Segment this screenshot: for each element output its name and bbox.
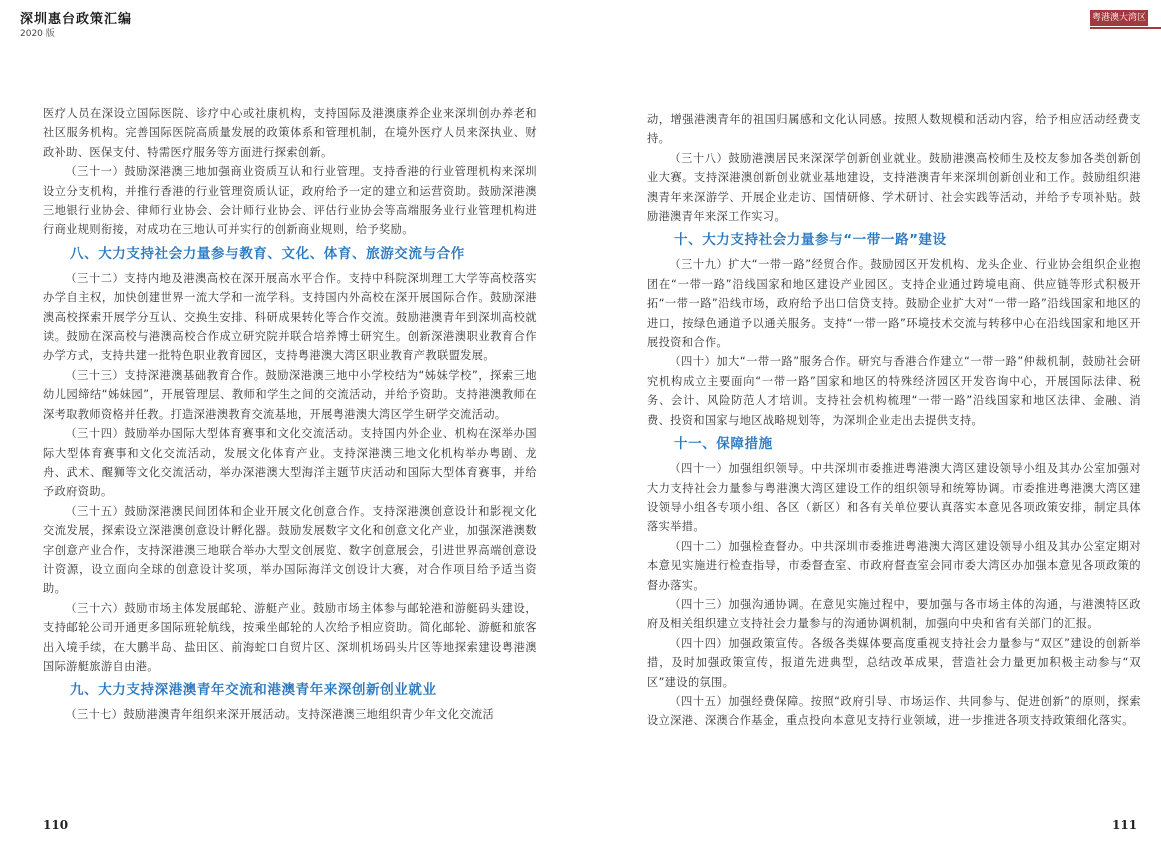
body-paragraph: （四十一）加强组织领导。中共深圳市委推进粤港澳大湾区建设领导小组及其办公室加强对大力支持社会力量参与粤港澳大湾区建设工作的组织领导和统筹协调。市委推进粤港澳大湾区建设领导小组各专项小组、各区（新区）和各有关单位要认真落实本意见各项政策安排，制定具体落实举措。 [647,462,1141,534]
body-paragraph: （三十六）鼓励市场主体发展邮轮、游艇产业。鼓励市场主体参与邮轮港和游艇码头建设，支持邮轮公司开通更多国际班轮航线，按乘坐邮轮的人次给予相应资助。简化邮轮、游艇和旅客出入境手续，在大鹏半岛、盐田区、前海蛇口自贸片区、深圳机场码头片区等地探索建设粤港澳国际游艇旅游自由港。 [43,601,537,673]
left-page-column [43,104,537,725]
body-paragraph: 医疗人员在深设立国际医院、诊疗中心或社康机构，支持国际及港澳康养企业来深圳创办养老和社区服务机构。完善国际医院高质量发展的政策体系和管理机制，在境外医疗人员来深执业、财政补助、医保支付、特需医疗服务等方面进行探索创新。 [43,107,537,159]
body-paragraph: （三十七）鼓励港澳青年组织来深开展活动。支持深港澳三地组织青少年文化交流活 [65,708,495,722]
section-tag: 粤港澳大湾区 [1090,10,1148,26]
section-heading: 八、大力支持社会力量参与教育、文化、体育、旅游交流与合作 [70,245,465,262]
section-heading: 十一、保障措施 [674,436,773,453]
body-paragraph: （三十九）扩大“一带一路”经贸合作。鼓励园区开发机构、龙头企业、行业协会组织企业抱团在“一带一路”沿线国家和地区建设产业园区。支持企业通过跨境电商、供应链等形式积极开拓“一带一路”沿线市场，政府给予出口信贷支持。鼓励企业扩大对“一带一路”沿线国家和地区的进口，按绿色通道予以通关服务。支持“一带一路”环境技术交流与转移中心在沿线国家和地区开展投资和合作。 [647,258,1141,350]
book-edition: 2020 版 [20,29,55,39]
body-paragraph: （四十三）加强沟通协调。在意见实施过程中，要加强与各市场主体的沟通，与港澳特区政府及相关组织建立支持社会力量参与的沟通协调机制，加强向中央和省有关部门的汇报。 [647,597,1141,631]
body-paragraph: （三十一）鼓励深港澳三地加强商业资质互认和行业管理。支持香港的行业管理机构来深圳设立分支机构，并推行香港的行业管理资质认证，政府给予一定的建立和运营资助。鼓励深港澳三地银行业协会、律师行业协会、会计师行业协会、评估行业协会等高端服务业行业管理机构进行商业规则衔接，对成功在三地认可并实行的创新商业规则，给予奖励。 [43,165,537,237]
body-paragraph: 动，增强港澳青年的祖国归属感和文化认同感。按照人数规模和活动内容，给予相应活动经费支持。 [647,113,1141,146]
body-paragraph: （三十八）鼓励港澳居民来深深学创新创业就业。鼓励港澳高校师生及校友参加各类创新创业大赛。支持深港澳创新创业就业基地建设，支持港澳青年来深圳创新创业和工作。鼓励组织港澳青年来深游学、开展企业走访、国情研修、学术研讨、社会实践等活动，并给予专项补贴。鼓励港澳青年来深工作实习。 [647,151,1141,224]
body-paragraph: （四十四）加强政策宣传。各级各类媒体要高度重视支持社会力量参与“双区”建设的创新举措，及时加强政策宣传，报道先进典型，总结改革成果，营造社会力量更加积极主动参与“双区”建设的氛围。 [647,636,1141,689]
section-heading: 十、大力支持社会力量参与“一带一路”建设 [674,232,947,249]
body-paragraph: （三十五）鼓励深港澳民间团体和企业开展文化创意合作。支持深港澳创意设计和影视文化交流发展，探索设立深港澳创意设计孵化器。鼓励发展数字文化和创意文化产业，加强深港澳数字创意产业合作，支持深港澳三地联合举办大型文创展览、数字创意展会，引进世界高端创意设计资源，设立面向全球的创意设计奖项，举办国际海洋文创设计大赛，对合作项目给予适当资助。 [43,504,537,596]
body-paragraph: （四十）加大“一带一路”服务合作。研究与香港合作建立“一带一路”仲裁机制，鼓励社会研究机构成立主要面向“一带一路”国家和地区的特殊经济园区开发咨询中心，开展国际法律、税务、会计、风险防范人才培训。支持社会机构梳理“一带一路”沿线国家和地区法律、金融、消费、投资和国家与地区战略规划等，为深圳企业走出去提供支持。 [647,355,1141,427]
body-paragraph: （三十三）支持深港澳基础教育合作。鼓励深港澳三地中小学校结为“姊妹学校”，探索三地幼儿园缔结“姊妹园”，开展管理层、教师和学生之间的交流活动，并给予资助。支持港澳教师在深考取教师资格并任教。打造深港澳教育交流基地，开展粤港澳大湾区学生研学交流活动。 [43,368,537,421]
page-number-left: 110 [43,818,69,832]
page-number-right: 111 [1112,818,1138,832]
section-heading: 九、大力支持深港澳青年交流和港澳青年来深创新创业就业 [70,682,437,699]
body-paragraph: （三十二）支持内地及港澳高校在深开展高水平合作。支持中科院深圳理工大学等高校落实办学自主权，加快创建世界一流大学和一流学科。支持国内外高校在深开展国际合作。鼓励深港澳高校探索开展学分互认、交换生安排、科研成果转化等合作交流。鼓励港澳青年到深圳高校就读。鼓励在深高校与港澳高校合作成立研究院并联合培养博士研究生。创新深港澳职业教育合作办学方式，支持共建一批特色职业教育园区，支持粤港澳大湾区职业教育产教联盟发展。 [43,271,537,363]
body-paragraph: （四十二）加强检查督办。中共深圳市委推进粤港澳大湾区建设领导小组及其办公室定期对本意见实施进行检查指导，市委督查室、市政府督查室会同市委大湾区办加强本意见各项政策的督办落实。 [647,539,1141,592]
book-title: 深圳惠台政策汇编 [20,12,133,27]
body-paragraph: （三十四）鼓励举办国际大型体育赛事和文化交流活动。支持国内外企业、机构在深举办国际大型体育赛事和文化交流活动，发展文化体育产业。支持深港澳三地文化机构举办粤剧、龙舟、武术、醒狮等文化交流活动，举办深港澳大型海洋主题节庆活动和国际大型体育赛事，并给予政府资助。 [43,427,537,499]
body-paragraph: （四十五）加强经费保障。按照“政府引导、市场运作、共同参与、促进创新”的原则，探索设立深港、深澳合作基金，重点投向本意见支持行业领域，进一步推进各项支持政策细化落实。 [647,694,1141,728]
right-page-column [647,110,1141,731]
header-rule [1090,27,1161,29]
